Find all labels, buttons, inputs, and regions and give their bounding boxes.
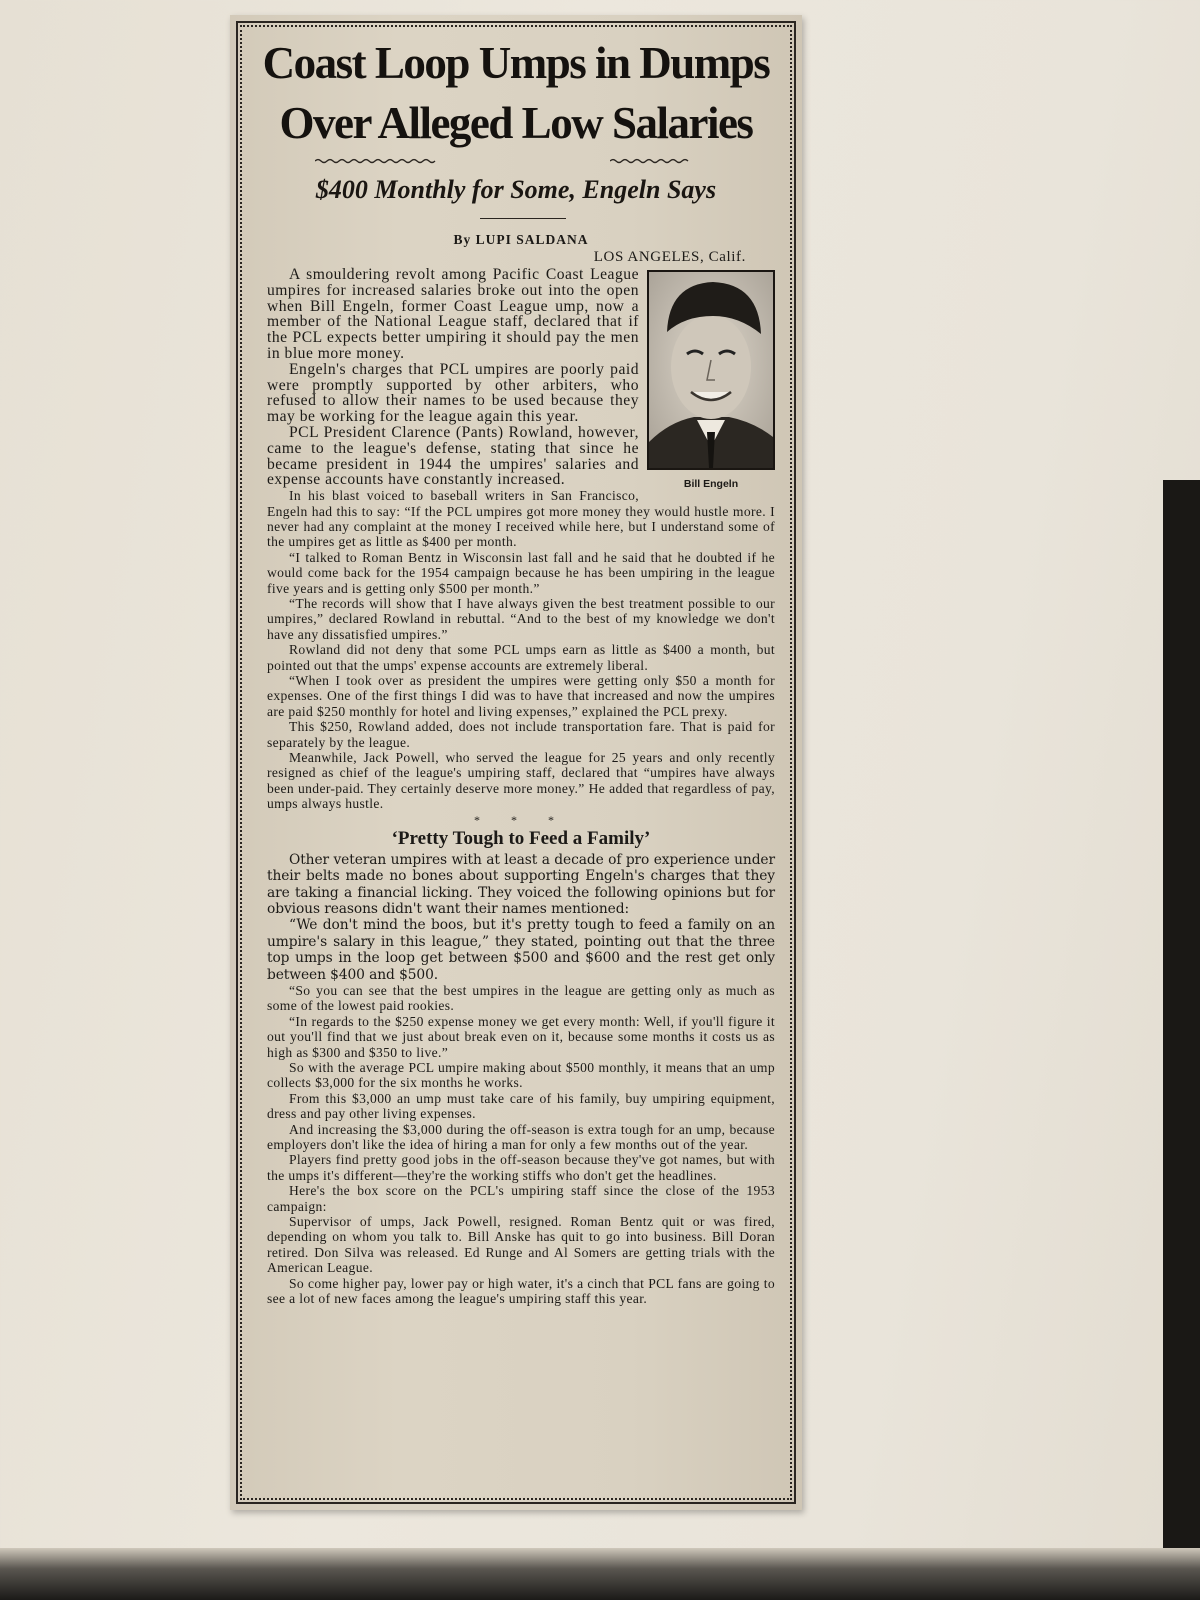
- subheadline: $400 Monthly for Some, Engeln Says: [315, 175, 717, 204]
- paragraph: “The records will show that I have always given the best treatment possible to our umpires,” declared Rowland in rebuttal. “And to the best of my knowledge we don't have any dissatisfied umpires.”: [267, 596, 775, 642]
- paragraph: And increasing the $3,000 during the off-season is extra tough for an ump, because employers don't like the idea of hiring a man for only a few months out of the year.: [267, 1121, 775, 1152]
- photo-caption: Bill Engeln: [683, 478, 739, 490]
- dateline: LOS ANGELES, Calif.: [593, 249, 746, 265]
- section-b: [267, 488, 775, 812]
- paragraph: Supervisor of umps, Jack Powell, resigned. Roman Bentz quit or was fired, depending on whom you talk to. Bill Anske has quit to go into business. Bill Doran retired. Don Silva was released. Ed Runge and Al Somers are getting trials with the American League.: [267, 1214, 775, 1276]
- section-heading: ‘Pretty Tough to Feed a Family’: [391, 827, 651, 849]
- section-c: [267, 852, 775, 983]
- wavy-rule-right: [610, 158, 692, 164]
- paragraph: A smouldering revolt among Pacific Coast League umpires for increased salaries broke out into the open when Bill Engeln, former Coast League ump, now a member of the National League staff, declared that if the PCL expects better umpiring it should pay the men in blue more money.: [267, 266, 639, 362]
- newspaper-clipping: [230, 15, 802, 1510]
- paragraph: Meanwhile, Jack Powell, who served the league for 25 years and only recently resigned as chief of the league's umpiring staff, declared that “umpires have always been under-paid. They certainly deserve more money.” He added that regardless of pay, umps always hustle.: [267, 750, 775, 812]
- paragraph: So with the average PCL umpire making about $500 monthly, it means that an ump collects $3,000 for the six months he works.: [267, 1059, 775, 1091]
- divider-rule: [480, 218, 566, 219]
- byline: By LUPI SALDANA: [453, 232, 589, 247]
- paragraph: Players find pretty good jobs in the off-season because they've got names, but with the umps it's different—they're the working stiffs who don't get the headlines.: [267, 1152, 775, 1183]
- paragraph: This $250, Rowland added, does not include transportation fare. That is paid for separately by the league.: [267, 719, 775, 750]
- article-body: [267, 267, 775, 1306]
- paragraph: Here's the box score on the PCL's umpiring staff since the close of the 1953 campaign:: [267, 1183, 775, 1214]
- paragraph: Rowland did not deny that some PCL umps earn as little as $400 a month, but pointed out that the umps' expense accounts are extremely liberal.: [267, 642, 775, 673]
- paragraph: From this $3,000 an ump must take care of his family, buy umpiring equipment, dress and pay other living expenses.: [267, 1090, 775, 1122]
- paragraph: Other veteran umpires with at least a decade of pro experience under their belts made no bones about supporting Engeln's charges that they are taking a financial licking. They voiced the following opinions but for obvious reasons didn't want their names mentioned:: [267, 851, 775, 917]
- paragraph: Engeln's charges that PCL umpires are poorly paid were promptly supported by other arbiters, who refused to allow their names to be used because they may be working for the league again this year.: [267, 360, 639, 426]
- paragraph: “In regards to the $250 expense money we get every month: Well, if you'll figure it out you'll find that we just about break even on it, because some months it costs us as high as $300 and $350 to live.”: [267, 1013, 775, 1060]
- headline-line-2: Over Alleged Low Salaries: [279, 98, 753, 148]
- paragraph: PCL President Clarence (Pants) Rowland, however, came to the league's defense, stating that since he became president in 1944 the umpires' salaries and expense accounts have constantly increased.: [267, 423, 639, 489]
- paragraph: “When I took over as president the umpires were getting only $50 a month for expenses. One of the first things I did was to have that increased and now the umpires are paid $250 monthly for hotel and living expenses,” explained the PCL prexy.: [267, 673, 775, 719]
- table-shadow: [0, 1548, 1200, 1600]
- paragraph: “So you can see that the best umpires in the league are getting only as much as some of the lowest paid rookies.: [267, 982, 775, 1014]
- table-edge: [1163, 480, 1200, 1580]
- paragraph: So come higher pay, lower pay or high water, it's a cinch that PCL fans are going to see a lot of new faces among the league's umpiring staff this year.: [267, 1275, 775, 1307]
- section-a: [267, 267, 775, 488]
- photo-block: [647, 270, 775, 490]
- wavy-rule-left: [315, 158, 437, 164]
- headline-line-1: Coast Loop Umps in Dumps: [262, 38, 770, 88]
- portrait-photo: [647, 270, 775, 470]
- section-d: [267, 983, 775, 1307]
- paragraph: In his blast voiced to baseball writers in San Francisco, Engeln had this to say: “If the PCL umpires got more money they would hustle more. I never had any complaint at the money I received while here, but I understand some of the umpires get as little as $400 per month.: [267, 488, 775, 550]
- section-separator: * * *: [474, 812, 568, 827]
- paragraph: “We don't mind the boos, but it's pretty tough to feed a family on an umpire's salary in this league,” they stated, pointing out that the three top umps in the loop get between $500 and $600 and the rest get only between $400 and $500.: [267, 917, 775, 983]
- paragraph: “I talked to Roman Bentz in Wisconsin last fall and he said that he doubted if he would come back for the 1954 campaign because he has been umpiring in the league five years and is getting only $500 per month.”: [267, 549, 775, 596]
